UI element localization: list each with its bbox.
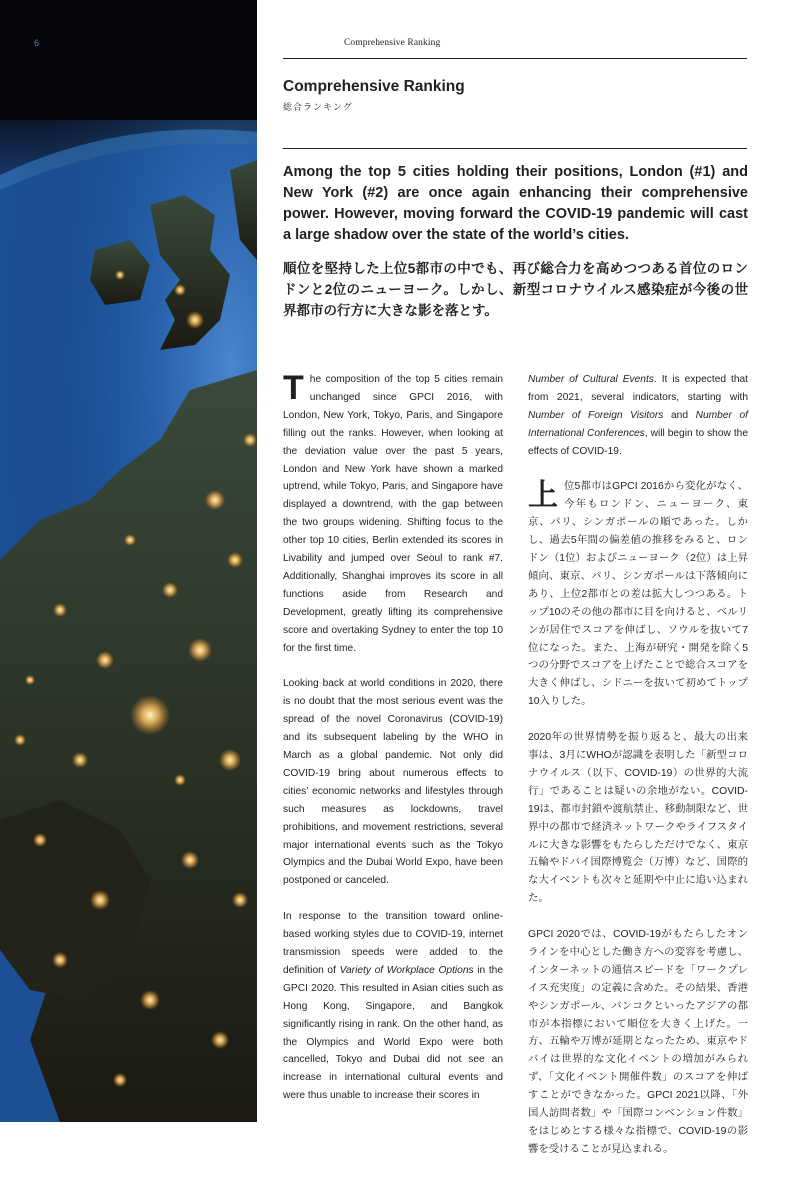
japanese-paragraph-1	[528, 478, 748, 711]
page-number: 6	[34, 38, 40, 48]
drop-cap-japanese: 上	[528, 479, 558, 513]
section-title: Comprehensive Ranking	[283, 78, 465, 95]
english-paragraph-3-continued	[528, 371, 748, 461]
space-background	[0, 0, 257, 120]
indicator-number-of-international-conferences: Number of International Conferences	[528, 409, 748, 439]
english-paragraph-2: Looking back at world conditions in 2020, there is no doubt that the most serious event was the spread of the novel Coronavirus (COVID-19) and its subsequent labeling by the WHO in March as a global pandemic. Not only did COVID-19 bring about numerous effects to cities’ economic networks and lifestyles through such measures as lockdowns, travel prohibitions, and movement restrictions, several major international events such as the Tokyo Olympics and the Dubai World Expo, have been postponed or canceled.	[283, 678, 503, 887]
english-paragraph-3	[283, 908, 503, 1105]
indicator-variety-of-workplace-options: Variety of Workplace Options	[339, 964, 474, 976]
japanese-paragraph-3: GPCI 2020では、COVID-19がもたらしたオンラインを中心とした働き方への変容を考慮し、インターネットの通信スピードを「ワークプレイス充実度」の定義に含めた。その結果、香港やシンガポール、バンコクといったアジアの都市が本指標において順位を大きく上げた。一方、五輪や万博が延期となったため、東京やドバイは世界的な文化イベントの増加がみられず、「文化イベント開催件数」のスコアを伸ばすことができなかった。GPCI 2021以降、「外国人訪問者数」や「国際コンベンション件数」をはじめとする様々な指標で、COVID-19の影響を受けることが見込まれる。	[528, 929, 748, 1155]
lead-rule	[283, 148, 747, 149]
english-paragraph-3-text: . It is expected that from 2021, several indicators, starting with	[528, 374, 748, 403]
english-paragraph-3-text: in the GPCI 2020. This resulted in Asian cities such as Hong Kong, Singapore, and Bangkok significantly rising in rank. On the other hand, as the Olympics and World Expo were both cancelled, Tokyo and Dubai did not see an increase in international cultural events and were thus unable to increase their scores in	[283, 964, 504, 1102]
indicator-number-of-cultural-events: Number of Cultural Events	[528, 374, 654, 385]
earth-illustration	[0, 0, 257, 1122]
drop-cap: T	[283, 369, 304, 407]
lead-japanese: 順位を堅持した上位5都市の中でも、再び総合力を高めつつある首位のロンドンと2位のニューヨーク。しかし、新型コロナウイルス感染症が今後の世界都市の行方に大きな影を落とす。	[283, 261, 748, 318]
english-paragraph-3-text: , will begin to show the effects of COVID-19.	[528, 427, 748, 457]
japanese-paragraph-1-text: 位5都市はGPCI 2016から変化がなく、今年もロンドン、ニューヨーク、東京、パリ、シンガポールの順であった。しかし、過去5年間の偏差値の推移をみると、ロンドン（1位）およびニューヨーク（2位）は上昇傾向、東京、パリ、シンガポールは下落傾向にあり、上位2都市との差は拡大しつつある。トップ10のその他の都市に目を向けると、ベルリンが居住でスコアを伸ばし、ソウルを抜いて7位になった。また、上海が研究・開発を除く5つの分野でスコアを上げたことで総合スコアを大きく伸ばし、シドニーを抜いて初めてトップ10入りした。	[528, 481, 748, 708]
english-paragraph-3-text: In response to the transition toward online-based working styles due to COVID-19, internet transmission speeds were added to the definition of	[283, 911, 503, 976]
running-head: Comprehensive Ranking	[344, 38, 441, 48]
indicator-number-of-foreign-visitors: Number of Foreign Visitors	[528, 409, 664, 421]
header-rule	[283, 58, 747, 59]
english-paragraph-3-text: and	[663, 409, 696, 421]
japanese-paragraph-2: 2020年の世界情勢を振り返ると、最大の出来事は、3月にWHOが認識を表明した「新型コロナウイルス（以下、COVID-19）の世界的大流行」であることは疑いの余地がない。COVID-19は、都市封鎖や渡航禁止、移動制限など、世界中の都市で経済ネットワークやライフスタイルに大きな影響をもたらしただけでなく、東京五輪やドバイ国際博覧会（万博）など、国際的な大イベントも次々と延期や中止に追い込まれた。	[528, 732, 748, 905]
earth-at-night-image	[0, 0, 257, 1122]
section-subtitle-japanese: 総合ランキング	[283, 102, 353, 112]
english-paragraph-1-text: he composition of the top 5 cities remain unchanged since GPCI 2016, with London, New York, Tokyo, Paris, and Singapore filling out the ranks. However, when looking at the deviation value over the past 5 years, London and New York have shown a marked uptrend, while Tokyo, Paris, and Singapore have displayed a downtrend, with the gap between the two groups widening. Shifting focus to the other top 10 cities, Berlin extended its scores in Livability and jumped over Seoul to rank #7. Additionally, Shanghai improves its score in all functions aside from Research and Development, greatly lifting its comprehensive score and overtaking Sydney to enter the top 10 for the first time.	[283, 374, 503, 654]
body-column-right	[528, 371, 748, 1177]
lead-english: Among the top 5 cities holding their positions, London (#1) and New York (#2) are once again enhancing their comprehensive power. However, moving forward the COVID-19 pandemic will cast a large shadow over the state of the world’s cities.	[283, 164, 748, 243]
english-paragraph-1	[283, 371, 503, 658]
body-column-english	[283, 371, 503, 1105]
